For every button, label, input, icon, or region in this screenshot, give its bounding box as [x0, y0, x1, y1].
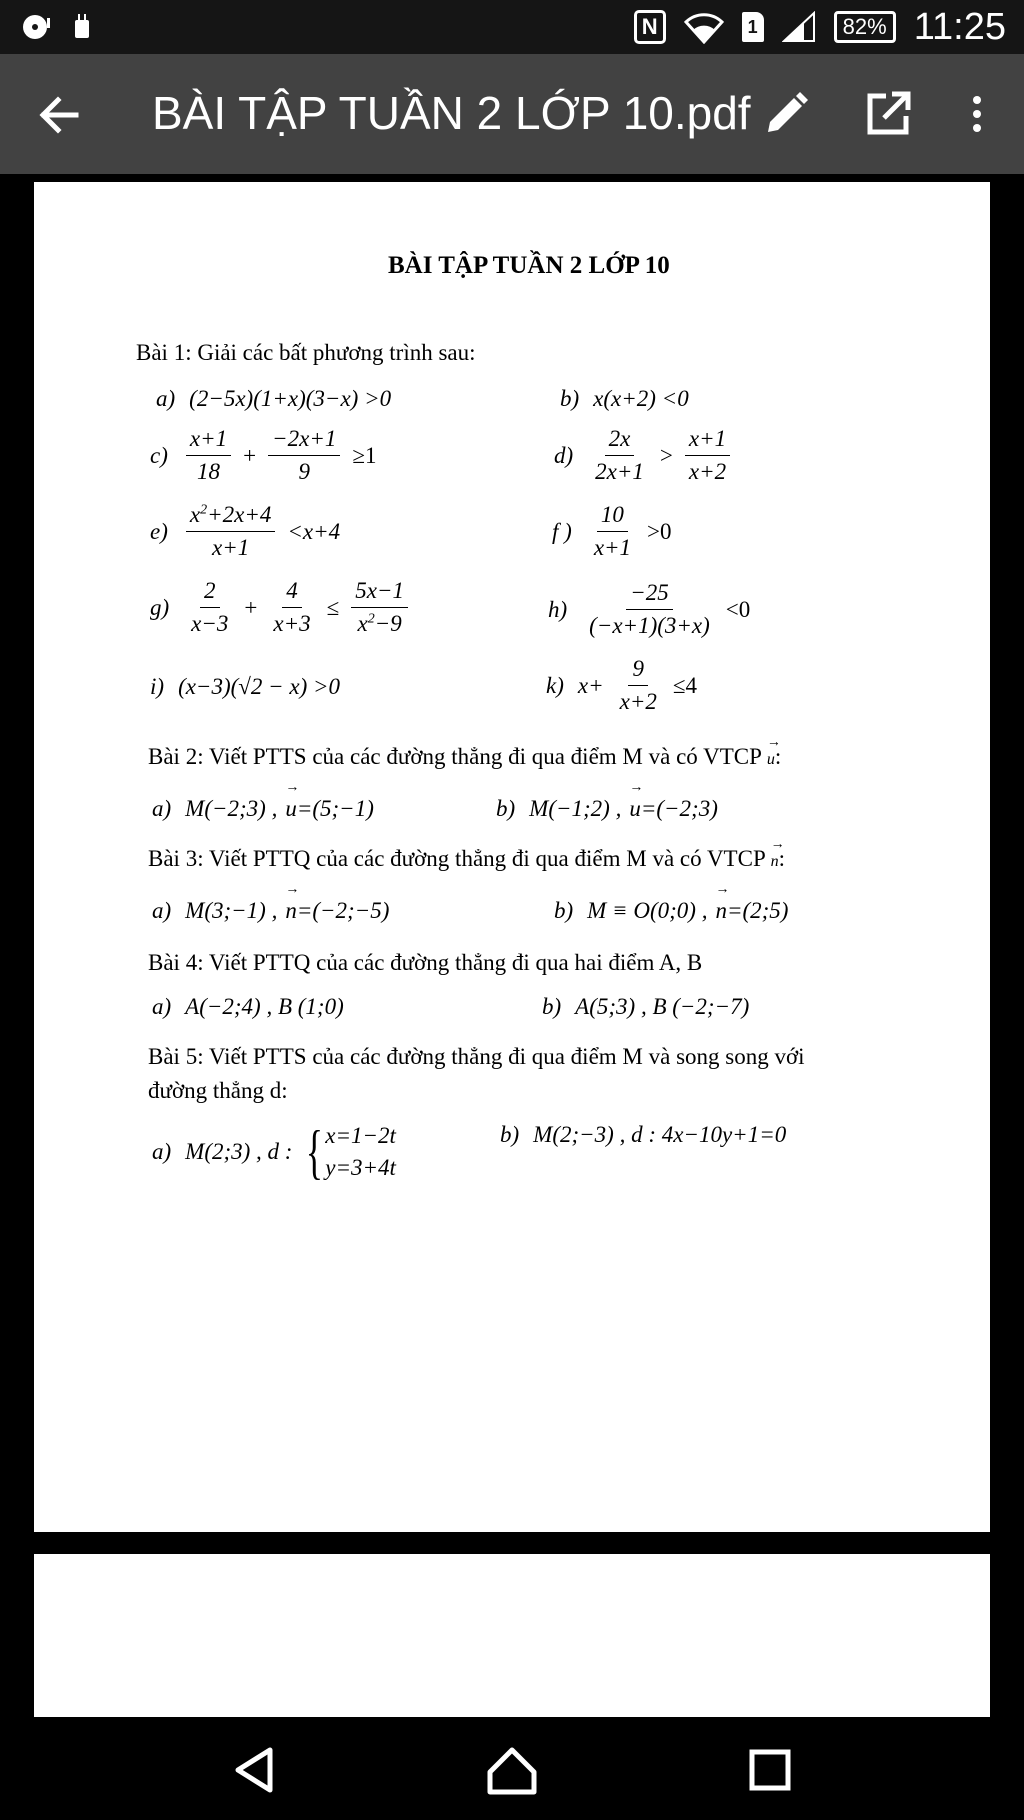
- exercise-2a: [152, 796, 374, 822]
- denominator: x+2: [619, 689, 657, 715]
- exercise-3-heading: [148, 846, 785, 872]
- exponent: 2: [367, 611, 375, 627]
- exercise-1c: [150, 426, 376, 486]
- label: k): [546, 672, 564, 698]
- point: M ≡ O(0;0) ,: [587, 898, 708, 923]
- navigation-bar: [0, 1720, 1024, 1820]
- label: g): [150, 594, 170, 620]
- vector-value: =(5;−1): [296, 796, 374, 821]
- signal-icon: [782, 11, 816, 43]
- denominator: (−x+1)(3+x): [589, 613, 710, 639]
- exercise-1e: [150, 502, 340, 562]
- base: x: [357, 611, 368, 637]
- exercise-1i: [150, 674, 340, 700]
- point: M(−2;3) ,: [185, 796, 278, 821]
- equation: y=3+4t: [325, 1155, 396, 1180]
- denominator: 2x+1: [595, 459, 644, 485]
- expression: (2−5x)(1+x)(3−x) >0: [189, 386, 392, 411]
- doc-heading: BÀI TẬP TUẦN 2 LỚP 10: [388, 252, 670, 279]
- pdf-next-page[interactable]: [34, 1554, 990, 1717]
- label: a): [156, 386, 176, 411]
- vector-value: =(2;5): [726, 898, 789, 923]
- nfc-icon: N: [634, 10, 666, 44]
- remainder: −9: [374, 611, 402, 637]
- colon: :: [774, 744, 782, 769]
- exercise-1-heading: Bài 1: Giải các bất phương trình sau:: [136, 340, 476, 365]
- label: b): [554, 898, 574, 923]
- label: c): [150, 442, 168, 468]
- fraction: [269, 578, 314, 638]
- sim-card-icon: 1: [742, 12, 764, 42]
- denominator: x+2: [688, 459, 727, 485]
- numerator: x+1: [685, 426, 730, 456]
- usb-charge-icon: [72, 12, 92, 42]
- fraction: [685, 426, 730, 486]
- nav-back-icon[interactable]: [228, 1742, 284, 1798]
- fraction: [187, 578, 232, 638]
- exercise-5-heading-cont: đường thẳng d:: [148, 1078, 288, 1103]
- numerator: 9: [628, 656, 648, 686]
- fraction: [186, 502, 275, 562]
- relation: >0: [647, 518, 672, 544]
- denominator: 18: [196, 459, 220, 485]
- denominator: x+1: [593, 535, 632, 561]
- denominator: x−3: [191, 611, 229, 637]
- numerator: −2x+1: [268, 426, 340, 456]
- exercise-4a: [152, 994, 344, 1020]
- expression: (x−3)(√2 − x) >0: [178, 674, 341, 699]
- vector-u: → u: [285, 796, 297, 822]
- exercise-4-heading: Bài 4: Viết PTTQ của các đường thẳng đi qua hai điểm A, B: [148, 950, 703, 975]
- fraction: [585, 580, 714, 640]
- heading-text: Bài 2: Viết PTTS của các đường thẳng đi qua điểm M và có VTCP: [148, 744, 762, 769]
- expression: x(x+2) <0: [593, 386, 689, 411]
- numerator: 4: [282, 578, 302, 608]
- wifi-icon: [684, 10, 724, 44]
- fraction: [186, 426, 231, 486]
- more-options-icon[interactable]: [954, 90, 1000, 138]
- denominator: x+1: [211, 535, 250, 561]
- exponent: 2: [200, 502, 208, 518]
- relation: ≥1: [352, 442, 377, 468]
- exercise-1h: [548, 580, 750, 640]
- exercise-1d: [554, 426, 734, 486]
- expression: x+: [577, 672, 604, 698]
- numerator: [186, 502, 275, 532]
- nav-home-icon[interactable]: [484, 1742, 540, 1798]
- fraction: [351, 578, 408, 638]
- operator: >: [659, 442, 673, 468]
- expression: M(2;−3) , d : 4x−10y+1=0: [533, 1122, 787, 1147]
- brace: {: [306, 1119, 324, 1185]
- denominator: x+3: [273, 611, 311, 637]
- vector-value: =(−2;−5): [296, 898, 390, 923]
- fraction: [590, 502, 635, 562]
- exercise-1g: [150, 578, 412, 638]
- denominator: [353, 608, 405, 637]
- vector-n: → n: [285, 898, 297, 924]
- operator: +: [243, 442, 257, 468]
- relation: ≤4: [672, 672, 697, 698]
- label: h): [548, 596, 568, 622]
- relation: <0: [725, 596, 751, 622]
- exercise-3a: [152, 898, 389, 924]
- vector-value: =(−2;3): [640, 796, 718, 821]
- operator: ≤: [326, 594, 340, 620]
- clock: 11:25: [913, 5, 1006, 48]
- label: a): [152, 898, 172, 923]
- label: a): [152, 994, 172, 1019]
- point: M(2;3) , d :: [185, 1139, 293, 1164]
- exercise-1a: [156, 386, 391, 412]
- label: b): [500, 1122, 520, 1147]
- status-bar: [0, 0, 1024, 54]
- notification-disc-icon: [20, 12, 50, 42]
- exercise-1k: [546, 656, 697, 716]
- exercise-5b: [500, 1122, 786, 1148]
- numerator: 2: [200, 578, 220, 608]
- label: d): [554, 442, 574, 468]
- numerator: 5x−1: [351, 578, 408, 608]
- label: a): [152, 1139, 172, 1164]
- back-arrow-icon[interactable]: [36, 92, 82, 138]
- equation-system: [325, 1123, 396, 1181]
- fraction: [268, 426, 340, 486]
- expression: A(5;3) , B (−2;−7): [575, 994, 750, 1019]
- label: e): [150, 518, 168, 544]
- fraction: [616, 656, 661, 716]
- numerator: x+1: [186, 426, 231, 456]
- exercise-4b: [542, 994, 749, 1020]
- remainder: +2x+4: [207, 502, 272, 527]
- numerator: −25: [626, 580, 673, 610]
- label: f ): [552, 518, 572, 544]
- battery-indicator: 82%: [834, 11, 896, 43]
- point: M(3;−1) ,: [185, 898, 278, 923]
- base: x: [189, 502, 201, 527]
- app-bar: [0, 54, 1024, 174]
- operator: +: [244, 594, 258, 620]
- denominator: 9: [298, 459, 310, 485]
- exercise-1f: [552, 502, 672, 562]
- expression: A(−2;4) , B (1;0): [185, 994, 344, 1019]
- vector-u: → u: [629, 796, 641, 822]
- label: a): [152, 796, 172, 821]
- exercise-2-heading: [148, 744, 781, 770]
- numerator: 10: [597, 502, 628, 532]
- pdf-page[interactable]: [34, 182, 990, 1532]
- edit-pencil-icon[interactable]: [762, 90, 810, 138]
- label: b): [542, 994, 562, 1019]
- label: b): [560, 386, 580, 411]
- exercise-5a: [152, 1119, 396, 1185]
- exercise-1b: [560, 386, 689, 412]
- nav-recents-icon[interactable]: [742, 1742, 798, 1798]
- label: i): [150, 674, 165, 699]
- vector-n: → n: [771, 853, 779, 871]
- exercise-3b: [554, 898, 788, 924]
- fraction: [591, 426, 648, 486]
- relation: <x+4: [287, 518, 341, 544]
- label: b): [496, 796, 516, 821]
- document-title: BÀI TẬP TUẦN 2 LỚP 10.pdf: [152, 87, 751, 139]
- exercise-5-heading: Bài 5: Viết PTTS của các đường thẳng đi qua điểm M và song song với: [148, 1044, 805, 1069]
- heading-text: Bài 3: Viết PTTQ của các đường thẳng đi qua điểm M và có VTCP: [148, 846, 765, 871]
- equation: x=1−2t: [325, 1123, 396, 1148]
- vector-n: → n: [715, 898, 727, 924]
- open-external-icon[interactable]: [864, 90, 912, 138]
- exercise-2b: [496, 796, 718, 822]
- numerator: 2x: [605, 426, 635, 456]
- vector-u: → u: [767, 751, 775, 769]
- colon: :: [778, 846, 786, 871]
- point: M(−1;2) ,: [529, 796, 622, 821]
